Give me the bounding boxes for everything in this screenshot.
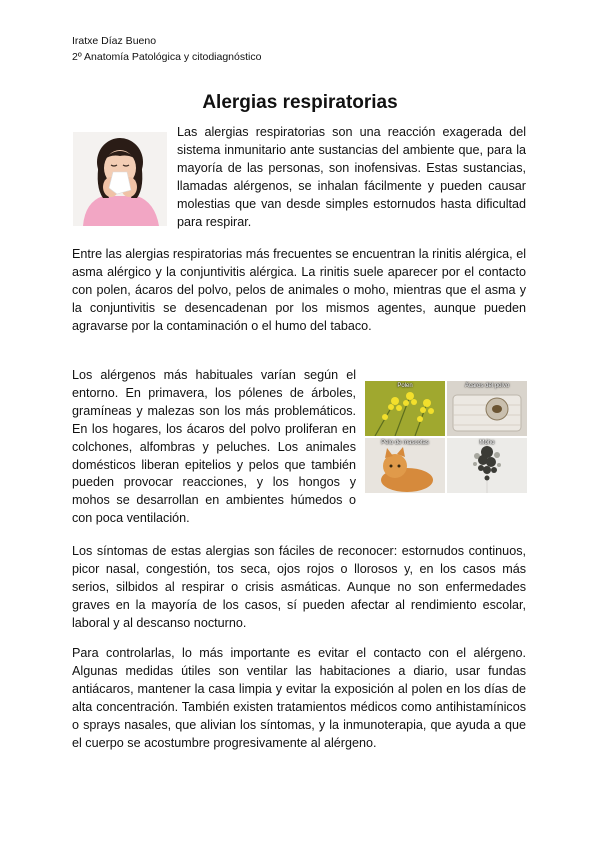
document-header [72,34,261,65]
author-name: Iratxe Díaz Bueno [72,35,157,47]
course-name: 2º Anatomía Patológica y citodiagnóstico [72,50,262,63]
pet-hair-tile [365,438,445,493]
sneezing-girl-image [73,132,167,226]
dust-mites-tile [447,381,527,436]
pollen-tile [365,381,445,436]
dust-mites-label: Ácaros del polvo [464,383,510,389]
allergens-collage-image [365,381,527,493]
intro-paragraph: Las alergias respiratorias son una reacción exagerada del sistema inmunitario ante sustancias del ambiente que, para la mayoría de las personas, son inofensivas. Estas sustancias, llamadas alérgenos, se inhalan fácilmente y pueden causar molestias que van desde simples estornudos hasta dificultad para respirar. [177,125,526,229]
allergens-paragraph: Los alérgenos más habituales varían según el entorno. En primavera, los pólenes de árboles, gramíneas y malezas son los más problemáticos. En los hogares, los ácaros del polvo proliferan en colchones, alfombras y peluches. Los animales domésticos liberan epitelios y pelos que también pueden provocar reacciones, y los hongos y mohos se desarrollan en ambientes húmedos o con poca ventilación. [72,368,356,526]
types-paragraph: Entre las alergias respiratorias más frecuentes se encuentran la rinitis alérgica, el asma alérgico y la conjuntivitis alérgica. La rinitis suele aparecer por el contacto con polen, ácaros del polvo, pelos de animales o moho, mientras que el asma y la conjuntivitis se desencadenan por los mismos agentes, aunque pueden agravarse por la contaminación o el humo del tabaco. [72,247,526,333]
pet-hair-label: Pelo de mascotas [381,440,429,446]
symptoms-paragraph: Los síntomas de estas alergias son fáciles de reconocer: estornudos continuos, picor nasal, congestión, tos seca, ojos rojos o llorosos y, en los casos más serios, silbidos al respirar o crisis asmáticas. Aunque no son enfermedades graves en la mayoría de los casos, sí pueden afectar al rendimiento escolar, laboral y al descanso nocturno. [72,544,526,630]
mold-tile [447,438,527,493]
control-paragraph: Para controlarlas, lo más importante es evitar el contacto con el alérgeno. Algunas medidas útiles son ventilar las habitaciones a diario, usar fundas antiácaros, mantener la casa limpia y evitar la exposición al polen en los días de alta concentración. También existen tratamientos médicos como antihistamínicos o sprays nasales, que alivian los síntomas, y la inmunoterapia, que ayuda a que el cuerpo se acostumbre progresivamente al alérgeno. [72,646,526,750]
page-title: Alergias respiratorias [202,92,398,113]
mold-label: Moho [479,440,495,446]
pollen-label: Polen [397,383,413,389]
